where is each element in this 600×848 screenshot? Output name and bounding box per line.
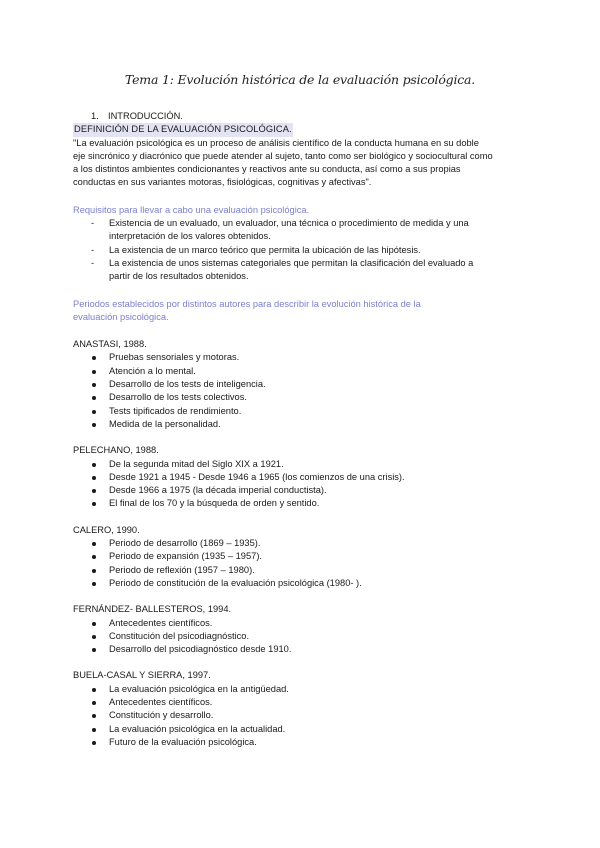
list-item-text: Constitución del psicodiagnóstico. — [109, 630, 250, 641]
list-item — [73, 696, 533, 709]
bullet-icon — [92, 383, 96, 387]
list-item — [73, 471, 533, 484]
list-item — [73, 564, 533, 577]
bullet-icon — [92, 582, 96, 586]
list-item-text: Desarrollo de los tests colectivos. — [109, 392, 247, 403]
list-item — [73, 550, 533, 563]
list-item — [73, 378, 533, 391]
list-item — [73, 405, 533, 418]
list-item-text: Desde 1921 a 1945 - Desde 1946 a 1965 (los comienzos de una crisis). — [109, 471, 405, 482]
list-item — [73, 630, 533, 643]
list-item-line: Existencia de un evaluado, un evaluador, una técnica o procedimiento de medida y una — [109, 218, 469, 229]
requirements-heading: Requisitos para llevar a cabo una evaluación psicológica. — [73, 204, 310, 215]
list-item-text: Periodo de expansión (1935 – 1957). — [109, 551, 262, 562]
bullet-icon — [92, 714, 96, 718]
document-body — [73, 110, 533, 749]
list-item-line: La existencia de unos sistemas categoriales que permitan la clasificación del evaluado a — [109, 257, 474, 268]
list-item-text: La evaluación psicológica en la actualidad. — [109, 723, 286, 734]
dash-marker: - — [91, 218, 95, 229]
list-item — [73, 217, 533, 244]
list-item — [73, 577, 533, 590]
definition-line: a los distintos ambientes condicionantes y reactivos ante su conducta, así como a sus propias — [73, 164, 461, 175]
definition-line: conductas en sus variantes motoras, fisiológicas, cognitivas y afectivas". — [73, 177, 372, 188]
intro-number: 1. — [91, 111, 99, 121]
bullet-icon — [92, 555, 96, 559]
bullet-icon — [92, 701, 96, 705]
list-item — [73, 643, 533, 656]
dash-marker: - — [91, 244, 95, 255]
list-item — [73, 351, 533, 364]
list-item — [73, 244, 533, 257]
requirements-list — [73, 217, 533, 283]
list-item — [73, 497, 533, 510]
list-item-line: interpretación de los valores obtenidos. — [109, 231, 271, 242]
bullet-icon — [92, 410, 96, 414]
list-item — [73, 736, 533, 749]
definition-quote — [73, 137, 533, 190]
bullet-icon — [92, 489, 96, 493]
author-period-list — [73, 683, 533, 749]
periods-heading — [73, 298, 533, 325]
author-period-list — [73, 351, 533, 431]
author-heading: BUELA-CASAL Y SIERRA, 1997. — [73, 670, 211, 681]
list-item-text: La evaluación psicológica en la antigüedad. — [109, 683, 289, 694]
author-heading: CALERO, 1990. — [73, 524, 140, 535]
list-item-line: partir de los resultados obtenidos. — [109, 271, 249, 282]
list-item-text: Antecedentes científicos. — [109, 617, 213, 628]
list-item-text: De la segunda mitad del Siglo XIX a 1921. — [109, 458, 284, 469]
bullet-icon — [92, 728, 96, 732]
bullet-icon — [92, 502, 96, 506]
list-item — [73, 484, 533, 497]
list-item — [73, 391, 533, 404]
list-item-text: El final de los 70 y la búsqueda de orden y sentido. — [109, 498, 320, 509]
bullet-icon — [92, 569, 96, 573]
bullet-icon — [92, 741, 96, 745]
list-item — [73, 617, 533, 630]
page-title: Tema 1: Evolución histórica de la evaluación psicológica. — [124, 72, 476, 87]
list-item-text: Constitución y desarrollo. — [109, 710, 214, 721]
list-item — [73, 683, 533, 696]
list-item-text: Desarrollo del psicodiagnóstico desde 1910. — [109, 644, 292, 655]
bullet-icon — [92, 648, 96, 652]
list-item-text: Desarrollo de los tests de inteligencia. — [109, 379, 266, 390]
bullet-icon — [92, 688, 96, 692]
definition-line: "La evaluación psicológica es un proceso de análisis científico de la conducta humana en su doble — [73, 137, 479, 148]
list-item-text: Periodo de desarrollo (1869 – 1935). — [109, 538, 261, 549]
bullet-icon — [92, 476, 96, 480]
list-item-text: Desde 1966 a 1975 (la década imperial conductista). — [109, 485, 327, 496]
bullet-icon — [92, 370, 96, 374]
list-item — [73, 418, 533, 431]
list-item — [73, 365, 533, 378]
list-item — [73, 537, 533, 550]
bullet-icon — [92, 542, 96, 546]
list-item-text: Atención a lo mental. — [109, 365, 196, 376]
author-heading: ANASTASI, 1988. — [73, 339, 147, 350]
periods-heading-line: Periodos establecidos por distintos autores para describir la evolución histórica de la — [73, 298, 421, 309]
bullet-icon — [92, 396, 96, 400]
intro-label: INTRODUCCIÓN. — [108, 111, 183, 121]
author-period-list — [73, 458, 533, 511]
bullet-icon — [92, 463, 96, 467]
list-item-text: Pruebas sensoriales y motoras. — [109, 352, 240, 363]
list-item-text: Tests tipificados de rendimiento. — [109, 405, 242, 416]
dash-marker: - — [91, 257, 95, 268]
list-item — [73, 723, 533, 736]
definition-line: eje sincrónico y diacrónico que puede atender al sujeto, tanto como ser biológico y sociocultural como — [73, 150, 493, 161]
list-item-text: Periodo de constitución de la evaluación psicológica (1980- ). — [109, 577, 362, 588]
list-item-line: La existencia de un marco teórico que permita la ubicación de las hipótesis. — [109, 244, 421, 255]
list-item-text: Medida de la personalidad. — [109, 418, 221, 429]
bullet-icon — [92, 356, 96, 360]
author-period-list — [73, 537, 533, 590]
author-period-list — [73, 617, 533, 657]
list-item-text: Futuro de la evaluación psicológica. — [109, 736, 257, 747]
intro-heading — [73, 110, 533, 123]
list-item — [73, 458, 533, 471]
periods-heading-line: evaluación psicológica. — [73, 311, 169, 322]
bullet-icon — [92, 635, 96, 639]
bullet-icon — [92, 622, 96, 626]
author-heading: PELECHANO, 1988. — [73, 445, 159, 456]
list-item-text: Periodo de reflexión (1957 – 1980). — [109, 564, 255, 575]
author-heading: FERNÁNDEZ- BALLESTEROS, 1994. — [73, 604, 232, 615]
list-item — [73, 709, 533, 722]
definition-heading: DEFINICIÓN DE LA EVALUACIÓN PSICOLÓGICA. — [73, 123, 293, 136]
list-item-text: Antecedentes científicos. — [109, 696, 213, 707]
bullet-icon — [92, 423, 96, 427]
list-item — [73, 257, 533, 284]
